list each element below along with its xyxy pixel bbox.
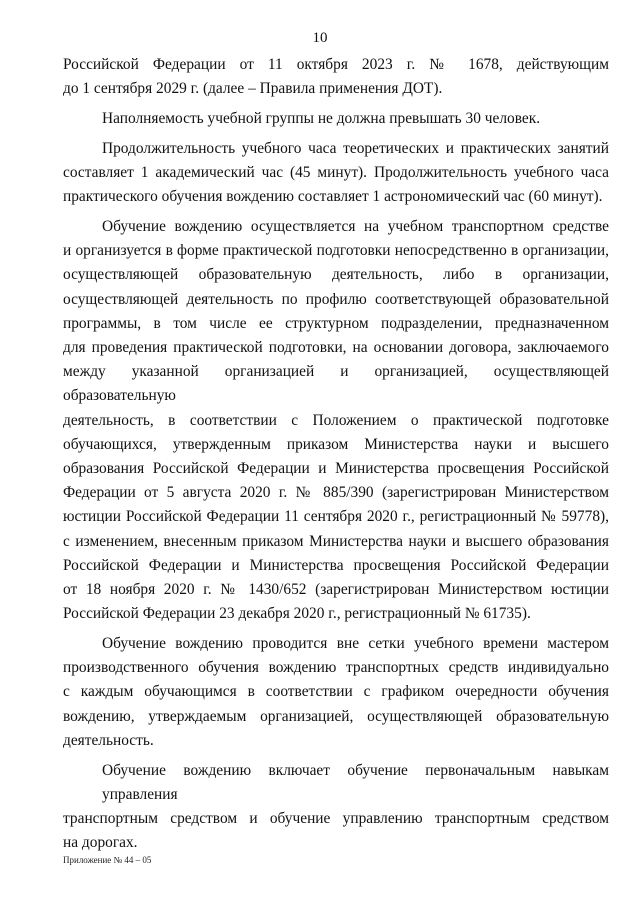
text-line: производственного обучения вождению транспортных средств индивидуально: [63, 659, 609, 677]
text-line: деятельность, в соответствии с Положением о практической подготовке: [63, 411, 609, 429]
paragraph: [63, 137, 609, 210]
text-line: осуществляющей образовательную деятельность, либо в организации,: [63, 266, 609, 284]
paragraph: [63, 215, 609, 626]
text-line: до 1 сентября 2029 г. (далее – Правила применения ДОТ).: [63, 80, 443, 98]
footer-note: Приложение № 44 – 05: [63, 855, 152, 865]
text-line: практического обучения вождению составляет 1 астрономический час (60 минут).: [63, 188, 603, 206]
text-line: юстиции Российской Федерации 11 сентября 2020 г., регистрационный № 59778),: [63, 508, 609, 526]
paragraph: [63, 107, 609, 131]
text-line: и организуется в форме практической подготовки непосредственно в организации,: [63, 242, 609, 260]
text-line: Российской Федерации и Министерства просвещения Российской Федерации: [63, 556, 609, 574]
text-line: транспортным средством и обучение управлению транспортным средством: [63, 810, 609, 828]
paragraph: [63, 759, 609, 856]
text-line: Продолжительность учебного часа теоретических и практических занятий: [102, 139, 609, 157]
text-line: с изменением, внесенным приказом Министерства науки и высшего образования: [63, 532, 609, 550]
text-line: Российской Федерации от 11 октября 2023 г. № 1678, действующим: [63, 56, 609, 73]
text-line: обучающихся, утвержденным приказом Министерства науки и высшего: [63, 435, 609, 453]
text-line: Наполняемость учебной группы не должна превышать 30 человек.: [102, 110, 541, 127]
paragraph: [63, 632, 609, 753]
text-line: образования Российской Федерации и Министерства просвещения Российской: [63, 460, 609, 478]
text-line: составляет 1 академический час (45 минут). Продолжительность учебного часа: [63, 164, 609, 181]
text-line: между указанной организацией и организацией, осуществляющей образовательную: [63, 363, 609, 405]
text-line: Обучение вождению осуществляется на учебном транспортном средстве: [102, 218, 609, 235]
text-line: вождению, утверждаемым организацией, осуществляющей образовательную: [63, 707, 609, 725]
text-line: с каждым обучающимся в соответствии с графиком очередности обучения: [63, 683, 609, 701]
text-line: для проведения практической подготовки, на основании договора, заключаемого: [63, 339, 609, 357]
text-line: деятельность.: [63, 731, 154, 749]
paragraph: [63, 53, 609, 101]
text-line: Обучение вождению включает обучение первоначальным навыкам управления: [102, 761, 609, 803]
text-line: Обучение вождению проводится вне сетки учебного времени мастером: [102, 635, 609, 653]
text-line: на дорогах.: [63, 834, 138, 852]
text-line: программы, в том числе ее структурном подразделении, предназначенном: [63, 314, 609, 332]
document-body: [63, 53, 609, 861]
text-line: Федерации от 5 августа 2020 г. № 885/390 (зарегистрирован Министерством: [63, 484, 609, 502]
text-line: осуществляющей деятельность по профилю соответствующей образовательной: [63, 290, 609, 308]
text-line: Российской Федерации 23 декабря 2020 г., регистрационный № 61735).: [63, 605, 531, 623]
text-line: от 18 ноября 2020 г. № 1430/652 (зарегистрирован Министерством юстиции: [63, 581, 609, 599]
page-number: 10: [312, 30, 328, 46]
